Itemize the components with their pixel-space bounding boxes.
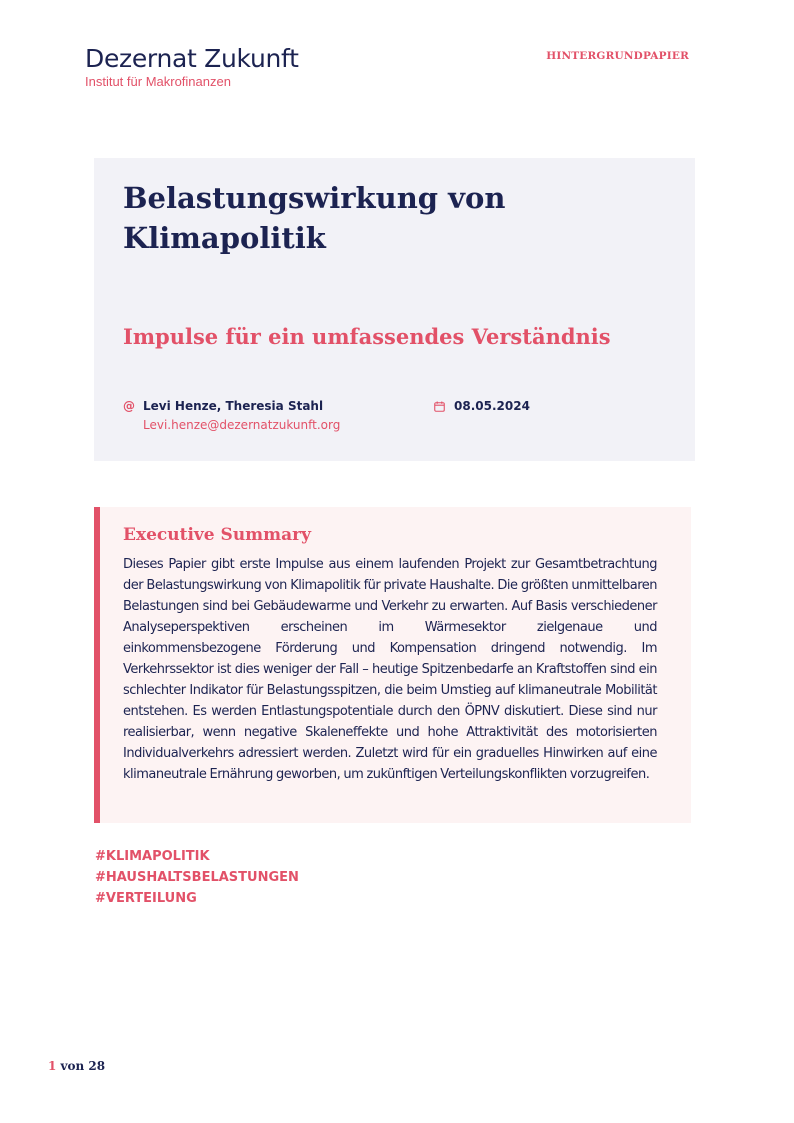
page-separator: von [56, 1059, 89, 1073]
author-block [123, 399, 340, 432]
document-subtitle: Impulse für ein umfassendes Verständnis [123, 324, 611, 349]
title-block [94, 158, 695, 461]
page-total: 28 [88, 1059, 106, 1073]
calendar-icon [434, 401, 454, 412]
at-icon: @ [123, 399, 135, 413]
tag-item[interactable]: #KLIMAPOLITIK [95, 849, 210, 864]
author-email-link[interactable]: Levi.henze@dezernatzukunft.org [143, 418, 341, 432]
page-number [48, 1059, 105, 1073]
logo [85, 44, 299, 90]
document-type-label: HINTERGRUNDPAPIER [546, 50, 689, 62]
publication-date: 08.05.2024 [454, 399, 530, 413]
summary-heading: Executive Summary [123, 525, 312, 545]
page-current: 1 [48, 1059, 57, 1073]
logo-name: Dezernat Zukunft [85, 44, 299, 73]
tag-list [95, 846, 299, 909]
summary-text: Dieses Papier gibt erste Impulse aus einem laufenden Projekt zur Gesamtbetrachtung der Belastungswirkung von Klimapolitik für private Haushalte. Die größten unmittelbaren Belastungen sind bei Gebäudewarme und Verkehr zu erwarten. Auf Basis verschiedener Analyseperspektiven erscheinen im Wärmesektor zielgenaue und einkommensbezogene Förderung und Kompensation dringend notwendig. Im Verkehrssektor ist dies weniger der Fall – heutige Spitzenbedarfe an Kraftstoffen sind ein schlechter Indikator für Belastungsspitzen, die beim Umstieg auf klimaneutrale Mobilität entstehen. Es werden Entlastungspotentiale durch den ÖPNV diskutiert. Diese sind nur realisierbar, wenn negative Skaleneffekte und hohe Attraktivität des motorisierten Individualverkehrs adressiert werden. Zuletzt wird für ein graduelles Hinwirken auf eine klimaneutrale Ernährung geworben, um zukünftigen Verteilungskonflikten vorzugreifen. [123, 557, 657, 782]
tag-item[interactable]: #VERTEILUNG [95, 891, 197, 906]
date-block [434, 399, 530, 413]
document-title: Belastungswirkung von Klimapolitik [123, 181, 506, 255]
executive-summary [94, 507, 691, 823]
tag-item[interactable]: #HAUSHALTSBELASTUNGEN [95, 870, 299, 885]
author-names: Levi Henze, Theresia Stahl [143, 399, 324, 413]
logo-subtitle: Institut für Makrofinanzen [85, 74, 231, 89]
